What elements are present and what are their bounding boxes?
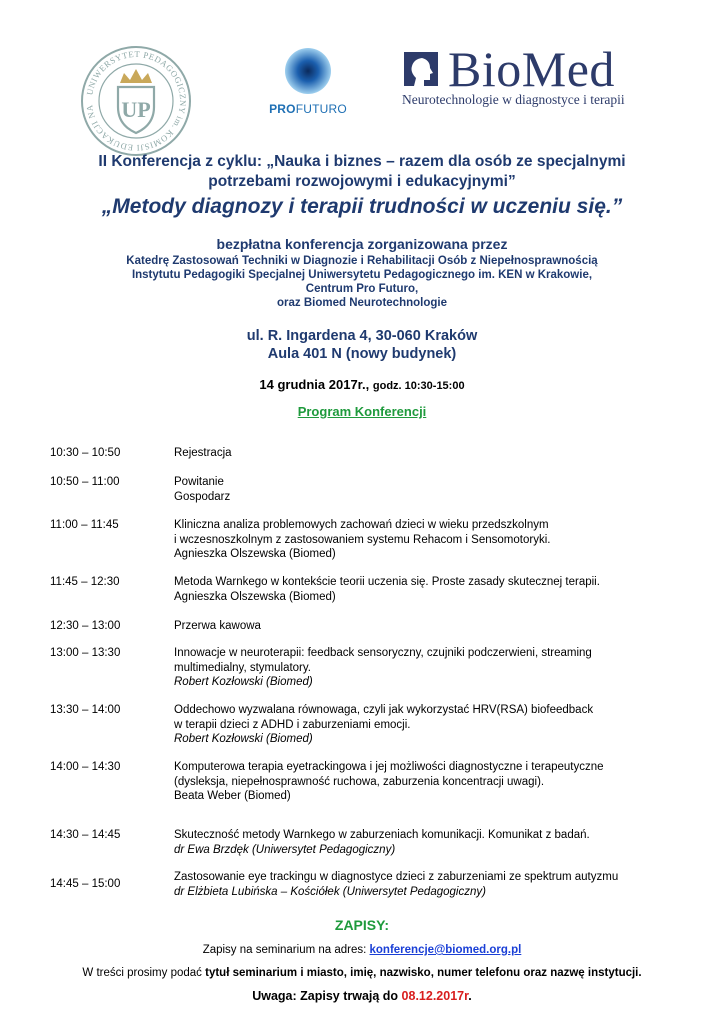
registration-text: Zapisy na seminarium na adres: [202, 944, 370, 956]
schedule-topic: Rejestracja [174, 447, 232, 459]
event-date-day: 14 grudnia 2017r., [259, 377, 370, 392]
organizer-line-1: Katedrę Zastosowań Techniki w Diagnozie i Rehabilitacji Osób z Niepełnosprawnością [126, 255, 598, 267]
registration-info-text: W treści prosimy podać [82, 967, 206, 979]
registration-info-required: tytuł seminarium i miasto, imię, nazwisko, numer telefonu oraz nazwę instytucji. [205, 967, 642, 979]
schedule-speaker: dr Ewa Brzdęk (Uniwersytet Pedagogiczny) [174, 843, 396, 856]
schedule-topic: Zastosowanie eye trackingu w diagnostyce dzieci z zaburzeniami ze spektrum autyzmu [174, 871, 619, 883]
schedule-time: 11:00 – 11:45 [50, 519, 119, 531]
schedule-speaker: dr Elżbieta Lubińska – Kościółek (Uniwersytet Pedagogiczny) [174, 885, 486, 898]
schedule-speaker: Robert Kozłowski (Biomed) [174, 733, 313, 745]
schedule-topic: Innowacje w neuroterapii: feedback sensoryczny, czujniki podczerwieni, streaming [174, 647, 592, 659]
deadline-date: 08.12.2017r [401, 989, 469, 1003]
organized-intro: bezpłatna konferencja zorganizowana przez [216, 236, 508, 252]
deadline-line [0, 989, 724, 1003]
schedule-time: 10:30 – 10:50 [50, 447, 121, 459]
schedule-topic: Oddechowo wyzwalana równowaga, czyli jak wykorzystać HRV(RSA) biofeedback [174, 704, 594, 716]
biomed-subtitle: Neurotechnologie w diagnostyce i terapii [402, 92, 625, 107]
schedule-topic-line-2: w terapii dzieci z ADHD i zaburzeniami emocji. [174, 718, 411, 731]
up-university-logo [80, 45, 192, 157]
schedule-topic: Komputerowa terapia eyetrackingowa i jej możliwości diagnostyczne i terapeutyczne [174, 761, 604, 773]
schedule-time: 13:30 – 14:00 [50, 704, 121, 716]
organizer-line-2: Instytutu Pedagogiki Specjalnej Uniwersytetu Pedagogicznego im. KEN w Krakowie, [131, 269, 593, 281]
organizer-line-3: Centrum Pro Futuro, [305, 283, 419, 295]
registration-line [0, 944, 724, 956]
schedule-time: 14:30 – 14:45 [50, 829, 121, 841]
schedule-time: 14:00 – 14:30 [50, 761, 121, 773]
profuturo-label-pro: PRO [269, 102, 296, 116]
svg-text:UP: UP [121, 97, 151, 122]
deadline-end: . [468, 989, 472, 1003]
profuturo-circle-icon [284, 47, 332, 95]
organizer-line-4: oraz Biomed Neurotechnologie [277, 297, 447, 309]
schedule-topic-line-2: (dysleksja, niepełnosprawność ruchowa, zaburzenia koncentracji uwagi). [174, 775, 545, 788]
schedule-topic: Metoda Warnkego w kontekście teorii uczenia się. Proste zasady skutecznej terapii. [174, 576, 600, 588]
schedule-topic-line-2: i wczesnoszkolnym z zastosowaniem systemu Rehacom i Sensomotoryki. [174, 533, 551, 546]
schedule-speaker: Agnieszka Olszewska (Biomed) [174, 590, 336, 603]
schedule-topic: Przerwa kawowa [174, 620, 261, 632]
program-heading: Program Konferencji [297, 404, 427, 419]
biomed-logo [402, 41, 642, 107]
event-date-time: godz. 10:30-15:00 [372, 380, 465, 392]
address-line-1: ul. R. Ingardena 4, 30-060 Kraków [246, 328, 478, 344]
schedule-time: 10:50 – 11:00 [50, 476, 120, 488]
schedule-time: 11:45 – 12:30 [50, 576, 120, 588]
conference-main-title: „Metody diagnozy i terapii trudności w uczeniu się.” [101, 195, 623, 218]
schedule-topic: Kliniczna analiza problemowych zachowań dzieci w wieku przedszkolnym [174, 519, 549, 531]
svg-text:UNIWERSYTET PEDAGOGICZNY im. K: UNIWERSYTET PEDAGOGICZNY im. KOMISJI EDUKACJI NA [84, 48, 189, 154]
biomed-name: BioMed [448, 41, 615, 97]
zapisy-heading: ZAPISY: [334, 917, 390, 933]
biomed-head-icon [402, 50, 440, 88]
event-date [0, 377, 724, 392]
schedule-speaker: Robert Kozłowski (Biomed) [174, 676, 313, 688]
up-crest-icon [80, 45, 192, 157]
schedule-time: 13:00 – 13:30 [50, 647, 121, 659]
schedule-topic: Skuteczność metody Warnkego w zaburzeniach komunikacji. Komunikat z badań. [174, 829, 590, 841]
schedule-speaker: Agnieszka Olszewska (Biomed) [174, 548, 336, 560]
profuturo-label-futuro: FUTURO [295, 102, 347, 116]
schedule-topic-line-2: multimedialny, stymulatory. [174, 661, 311, 674]
conference-series-line-1: II Konferencja z cyklu: „Nauka i biznes – razem dla osób ze specjalnymi [98, 153, 626, 170]
schedule-time: 12:30 – 13:00 [50, 620, 121, 632]
profuturo-logo [263, 47, 353, 117]
deadline-text: Uwaga: Zapisy trwają do [252, 989, 402, 1003]
schedule-topic: Powitanie [174, 476, 224, 488]
schedule-time: 14:45 – 15:00 [50, 878, 121, 890]
registration-email-link[interactable]: konferencje@biomed.org.pl [369, 944, 522, 956]
schedule-speaker: Beata Weber (Biomed) [174, 790, 291, 802]
registration-info-line [0, 967, 724, 979]
conference-series-line-2: potrzebami rozwojowymi i edukacyjnymi” [208, 173, 516, 190]
address-line-2: Aula 401 N (nowy budynek) [267, 346, 457, 362]
schedule-topic-line-2: Gospodarz [174, 490, 231, 503]
